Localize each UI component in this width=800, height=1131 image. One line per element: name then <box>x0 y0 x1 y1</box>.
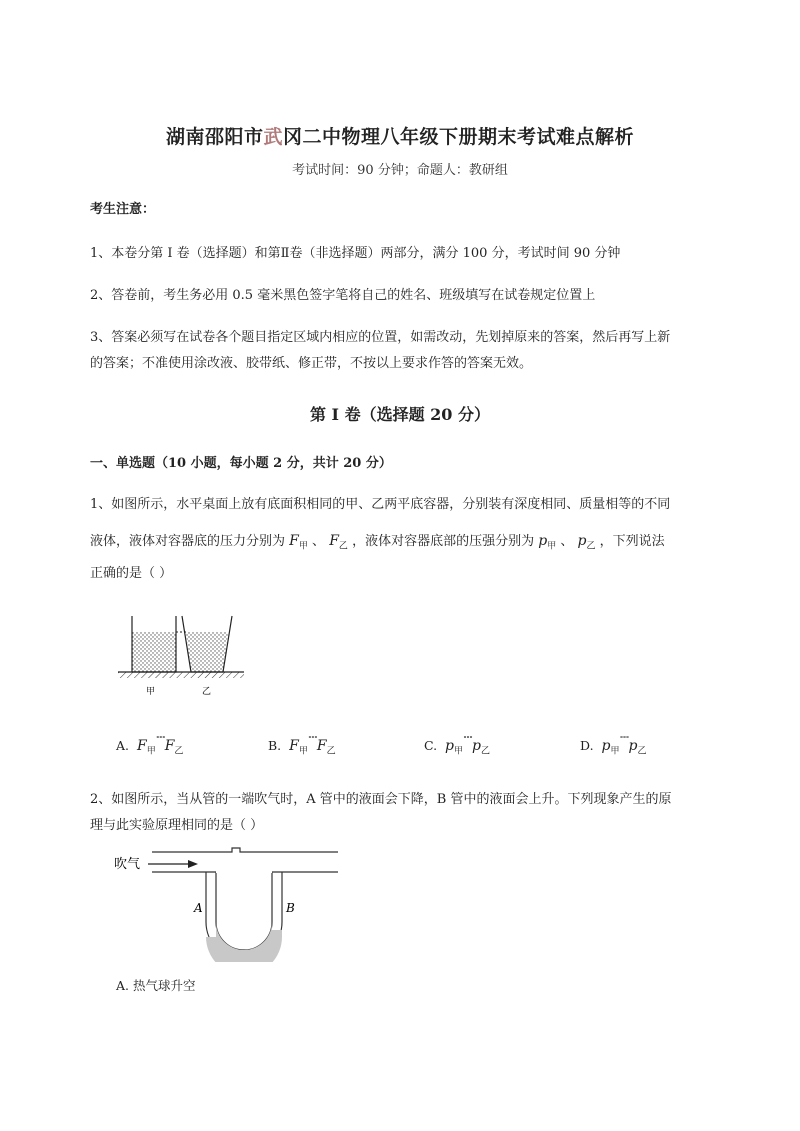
label-a: A <box>194 901 203 915</box>
q2-text-line2: 理与此实验原理相同的是（ ） <box>90 818 264 833</box>
notice-item-3: 3、答案必须写在试卷各个题目指定区域内相应的位置，如需改动，先划掉原来的答案，然后再写上新 <box>90 330 671 345</box>
containers-figure <box>110 610 250 700</box>
liquid-yi <box>186 632 228 672</box>
q1-option-b[interactable]: B. $F_甲^{˚˚˚}F_乙$ <box>268 736 336 757</box>
q1-text-line3: 正确的是（ ） <box>90 566 173 581</box>
section-title: 第 I 卷（选择题 20 分） <box>309 405 491 424</box>
part-heading: 一、单选题（10 小题，每小题 2 分，共计 20 分） <box>90 456 392 471</box>
label-jia: 甲 <box>146 687 156 697</box>
notice-heading: 考生注意： <box>90 202 156 217</box>
notice-item-3-cont: 的答案；不准使用涂改液、胶带纸、修正带，不按以上要求作答的答案无效。 <box>90 356 533 371</box>
notice-item-1: 1、本卷分第 I 卷（选择题）和第Ⅱ卷（非选择题）两部分，满分 100 分，考试时间 90 分钟 <box>90 246 621 261</box>
label-yi: 乙 <box>202 687 212 697</box>
table-surface <box>118 672 244 678</box>
blow-tube-figure <box>108 842 358 962</box>
q2-text-line1: 2、如图所示，当从管的一端吹气时，A 管中的液面会下降，B 管中的液面会上升。下列现象产生的原 <box>90 792 672 807</box>
label-blow: 吹气 <box>114 857 141 872</box>
q1-option-a[interactable]: A. $F_甲^{˚˚˚}F_乙$ <box>116 736 184 757</box>
q1-option-c[interactable]: C. $p_甲^{˚˚˚}p_乙$ <box>424 736 491 757</box>
q2-option-a[interactable]: A. 热气球升空 <box>116 978 196 993</box>
notice-item-2: 2、答卷前，考生务必用 0.5 毫米黑色签字笔将自己的姓名、班级填写在试卷规定位置上 <box>90 288 596 303</box>
label-b: B <box>286 901 295 915</box>
page-title: 湖南邵阳市武冈二中物理八年级下册期末考试难点解析 <box>165 126 635 148</box>
q1-text-line2: 液体，液体对容器底的压力分别为 $F_甲$ 、 $F_乙$ ，液体对容器底部的压强分别为 $p_甲$ 、 $p_乙$ ，下列说法 <box>90 533 665 552</box>
q1-option-d[interactable]: D. $p_甲^{˚˚˚}p_乙$ <box>580 736 647 757</box>
liquid-u-tube <box>206 922 282 962</box>
arrow-head <box>188 860 198 868</box>
liquid-jia <box>132 632 176 672</box>
q1-text-line1: 1、如图所示，水平桌面上放有底面积相同的甲、乙两平底容器，分别装有深度相同、质量相等的不同 <box>90 497 671 512</box>
exam-subtitle: 考试时间：90 分钟；命题人：教研组 <box>292 163 508 178</box>
